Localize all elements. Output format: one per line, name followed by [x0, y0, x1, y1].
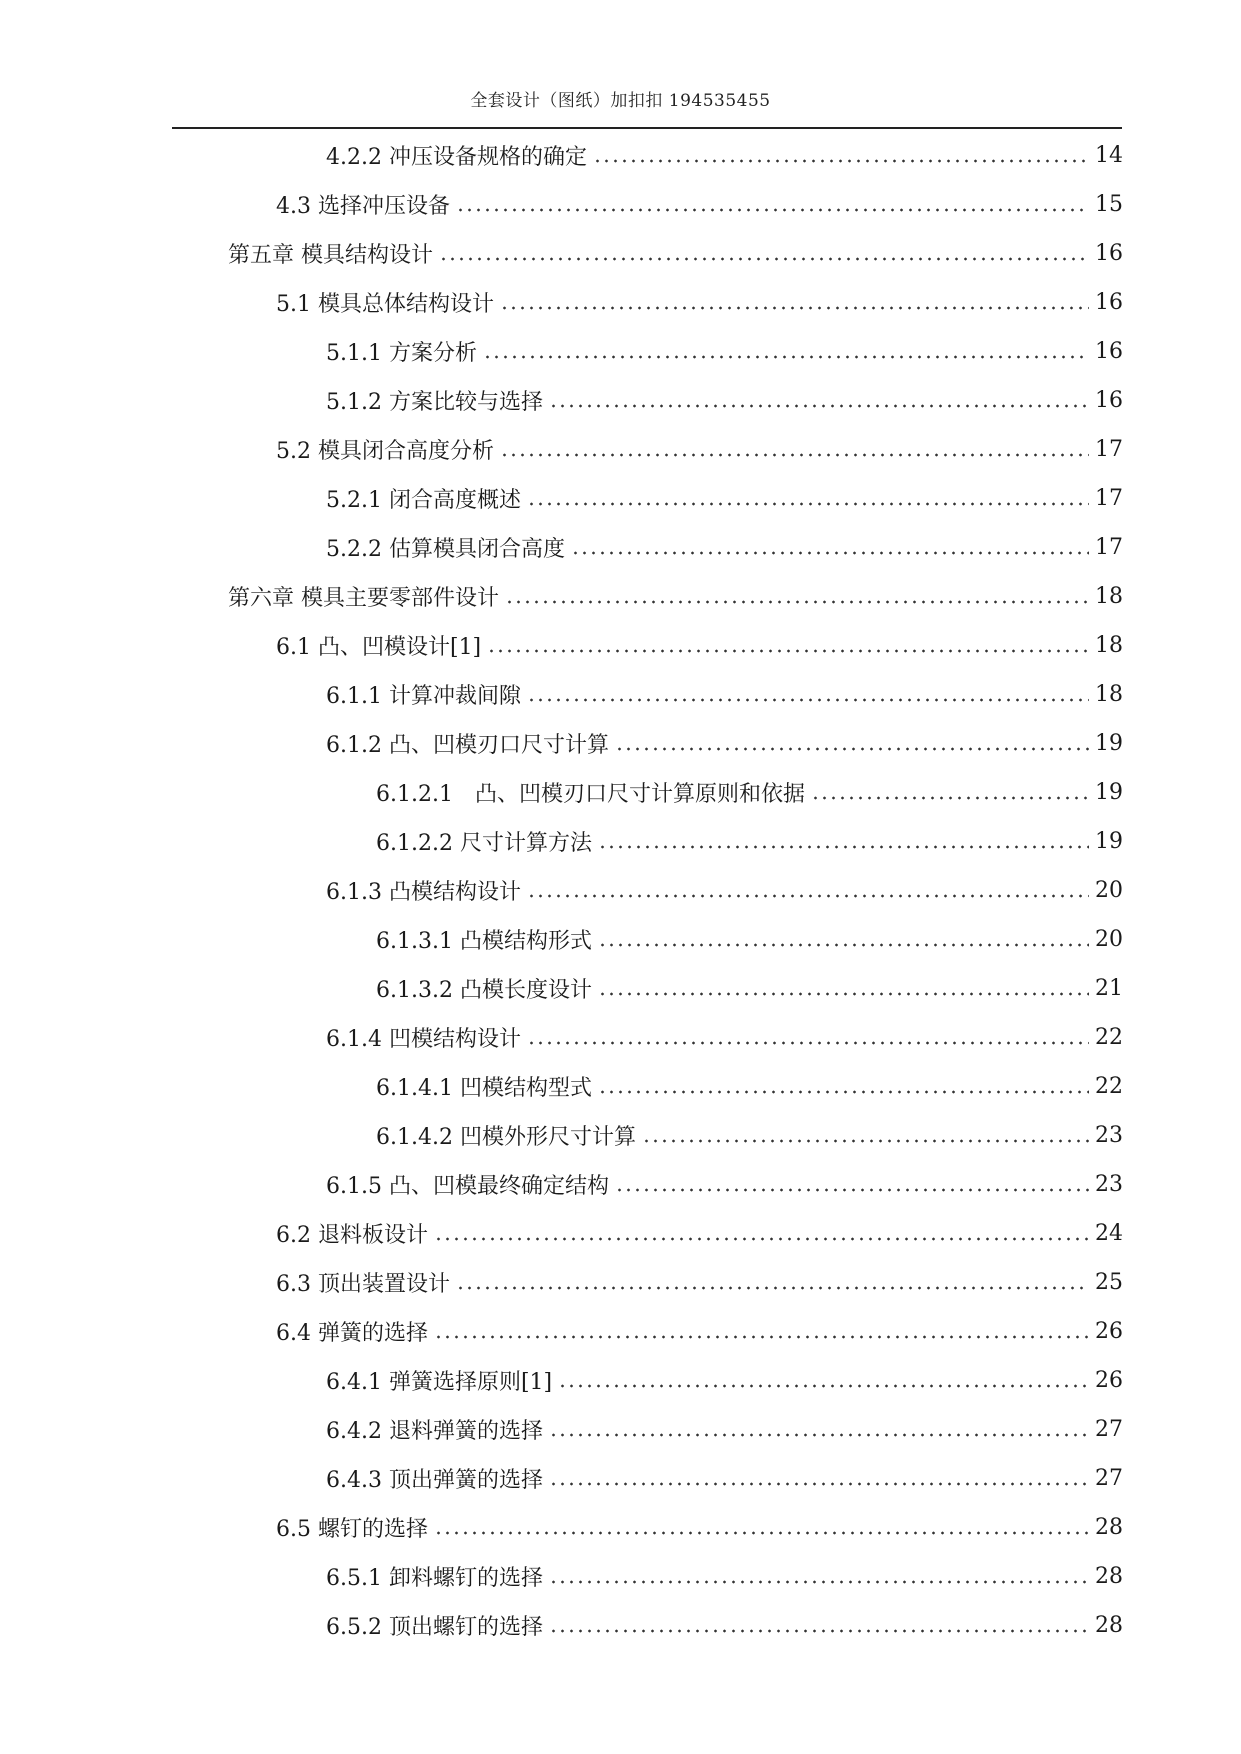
toc-entry[interactable]	[0, 327, 1241, 376]
toc-entry[interactable]	[0, 817, 1241, 866]
toc-page-number: 20	[1095, 878, 1123, 903]
toc-entry-title: 5.2.2 估算模具闭合高度	[326, 537, 565, 562]
toc-entry-title: 5.1.1 方案分析	[326, 341, 477, 366]
toc-page-number: 24	[1095, 1221, 1123, 1246]
toc-entry[interactable]	[0, 278, 1241, 327]
toc-entry-title: 6.1.3.1 凸模结构形式	[376, 929, 592, 954]
toc-dot-leader	[434, 1237, 1089, 1241]
toc-dot-leader	[483, 355, 1089, 359]
toc-entry-title: 6.1.2.2 尺寸计算方法	[376, 831, 592, 856]
toc-entry-title: 第六章 模具主要零部件设计	[228, 586, 499, 611]
toc-entry-title: 6.5.1 卸料螺钉的选择	[326, 1566, 543, 1591]
toc-page-number: 16	[1095, 388, 1123, 413]
toc-dot-leader	[549, 1629, 1089, 1633]
toc-entry-title: 4.2.2 冲压设备规格的确定	[326, 145, 587, 170]
toc-entry-title: 6.1 凸、凹模设计[1]	[276, 635, 482, 660]
toc-entry[interactable]	[0, 572, 1241, 621]
toc-entry-title: 6.2 退料板设计	[276, 1223, 428, 1248]
toc-page-number: 28	[1095, 1564, 1123, 1589]
toc-entry[interactable]	[0, 1307, 1241, 1356]
table-of-contents	[0, 131, 1241, 1650]
toc-entry-title: 6.5 螺钉的选择	[276, 1517, 428, 1542]
toc-dot-leader	[527, 1041, 1089, 1045]
toc-entry[interactable]	[0, 1258, 1241, 1307]
toc-page-number: 27	[1095, 1417, 1123, 1442]
toc-page-number: 26	[1095, 1368, 1123, 1393]
toc-page-number: 15	[1095, 192, 1123, 217]
header-rule	[172, 127, 1122, 129]
toc-page-number: 26	[1095, 1319, 1123, 1344]
toc-dot-leader	[527, 502, 1089, 506]
toc-dot-leader	[642, 1139, 1089, 1143]
toc-entry-title: 6.1.2 凸、凹模刃口尺寸计算	[326, 733, 609, 758]
toc-dot-leader	[434, 1335, 1089, 1339]
toc-entry-title: 5.1 模具总体结构设计	[276, 292, 494, 317]
toc-page-number: 16	[1095, 290, 1123, 315]
toc-entry[interactable]	[0, 474, 1241, 523]
toc-entry-title: 6.1.3.2 凸模长度设计	[376, 978, 592, 1003]
toc-entry-title: 6.1.5 凸、凹模最终确定结构	[326, 1174, 609, 1199]
toc-entry[interactable]	[0, 1552, 1241, 1601]
toc-entry-title: 6.1.3 凸模结构设计	[326, 880, 521, 905]
toc-dot-leader	[598, 992, 1089, 996]
toc-dot-leader	[571, 551, 1089, 555]
toc-dot-leader	[500, 306, 1089, 310]
toc-entry[interactable]	[0, 1601, 1241, 1650]
toc-entry[interactable]	[0, 1160, 1241, 1209]
toc-entry[interactable]	[0, 523, 1241, 572]
toc-entry-title: 5.2.1 闭合高度概述	[326, 488, 521, 513]
toc-entry-title: 6.1.4.2 凹模外形尺寸计算	[376, 1125, 636, 1150]
toc-dot-leader	[615, 1188, 1089, 1192]
toc-dot-leader	[549, 404, 1089, 408]
toc-entry[interactable]	[0, 1209, 1241, 1258]
toc-entry[interactable]	[0, 719, 1241, 768]
toc-entry-title: 6.3 顶出装置设计	[276, 1272, 450, 1297]
toc-entry-title: 第五章 模具结构设计	[228, 243, 433, 268]
toc-entry-title: 6.4 弹簧的选择	[276, 1321, 428, 1346]
toc-page-number: 28	[1095, 1613, 1123, 1638]
toc-page-number: 17	[1095, 535, 1123, 560]
toc-page-number: 20	[1095, 927, 1123, 952]
toc-dot-leader	[434, 1531, 1089, 1535]
toc-entry[interactable]	[0, 1062, 1241, 1111]
toc-entry[interactable]	[0, 229, 1241, 278]
toc-entry[interactable]	[0, 768, 1241, 817]
toc-dot-leader	[527, 894, 1089, 898]
toc-entry[interactable]	[0, 1356, 1241, 1405]
page-header: 全套设计（图纸）加扣扣 194535455	[470, 91, 771, 111]
toc-entry-title: 6.4.3 顶出弹簧的选择	[326, 1468, 543, 1493]
toc-page-number: 21	[1095, 976, 1123, 1001]
toc-dot-leader	[505, 600, 1089, 604]
toc-page-number: 28	[1095, 1515, 1123, 1540]
toc-entry[interactable]	[0, 915, 1241, 964]
toc-page-number: 18	[1095, 584, 1123, 609]
toc-page-number: 23	[1095, 1123, 1123, 1148]
toc-dot-leader	[439, 257, 1089, 261]
toc-entry-title: 6.5.2 顶出螺钉的选择	[326, 1615, 543, 1640]
toc-entry-title: 5.1.2 方案比较与选择	[326, 390, 543, 415]
toc-entry-title: 4.3 选择冲压设备	[276, 194, 450, 219]
toc-entry[interactable]	[0, 964, 1241, 1013]
toc-entry-title: 5.2 模具闭合高度分析	[276, 439, 494, 464]
toc-dot-leader	[549, 1433, 1089, 1437]
toc-page-number: 19	[1095, 780, 1123, 805]
toc-entry-title: 6.1.1 计算冲裁间隙	[326, 684, 521, 709]
toc-entry[interactable]	[0, 1503, 1241, 1552]
toc-dot-leader	[456, 1286, 1089, 1290]
toc-dot-leader	[598, 1090, 1089, 1094]
toc-page-number: 25	[1095, 1270, 1123, 1295]
toc-entry[interactable]	[0, 425, 1241, 474]
toc-page-number: 16	[1095, 241, 1123, 266]
toc-entry[interactable]	[0, 866, 1241, 915]
toc-entry[interactable]	[0, 376, 1241, 425]
toc-dot-leader	[500, 453, 1089, 457]
toc-dot-leader	[456, 208, 1089, 212]
toc-page-number: 18	[1095, 633, 1123, 658]
toc-page-number: 22	[1095, 1025, 1123, 1050]
toc-entry[interactable]	[0, 180, 1241, 229]
toc-dot-leader	[527, 698, 1089, 702]
toc-entry[interactable]	[0, 670, 1241, 719]
toc-page-number: 22	[1095, 1074, 1123, 1099]
toc-entry[interactable]	[0, 1111, 1241, 1160]
toc-dot-leader	[549, 1580, 1089, 1584]
toc-entry-title: 6.1.4 凹模结构设计	[326, 1027, 521, 1052]
toc-dot-leader	[615, 747, 1089, 751]
toc-dot-leader	[558, 1384, 1089, 1388]
toc-entry[interactable]	[0, 1454, 1241, 1503]
toc-entry[interactable]	[0, 131, 1241, 180]
toc-entry-title: 6.4.2 退料弹簧的选择	[326, 1419, 543, 1444]
toc-dot-leader	[487, 649, 1089, 653]
toc-dot-leader	[598, 943, 1089, 947]
toc-dot-leader	[593, 159, 1089, 163]
toc-page-number: 19	[1095, 829, 1123, 854]
toc-page-number: 23	[1095, 1172, 1123, 1197]
toc-page-number: 18	[1095, 682, 1123, 707]
toc-dot-leader	[598, 845, 1089, 849]
toc-entry[interactable]	[0, 1013, 1241, 1062]
toc-entry[interactable]	[0, 1405, 1241, 1454]
toc-page-number: 17	[1095, 486, 1123, 511]
toc-entry[interactable]	[0, 621, 1241, 670]
toc-entry-title: 6.4.1 弹簧选择原则[1]	[326, 1370, 553, 1395]
toc-page-number: 16	[1095, 339, 1123, 364]
toc-page-number: 19	[1095, 731, 1123, 756]
toc-dot-leader	[549, 1482, 1089, 1486]
toc-dot-leader	[811, 796, 1089, 800]
toc-page-number: 17	[1095, 437, 1123, 462]
toc-page-number: 14	[1095, 143, 1123, 168]
toc-entry-title: 6.1.4.1 凹模结构型式	[376, 1076, 592, 1101]
toc-entry-title: 6.1.2.1 凸、凹模刃口尺寸计算原则和依据	[376, 782, 805, 807]
toc-page-number: 27	[1095, 1466, 1123, 1491]
